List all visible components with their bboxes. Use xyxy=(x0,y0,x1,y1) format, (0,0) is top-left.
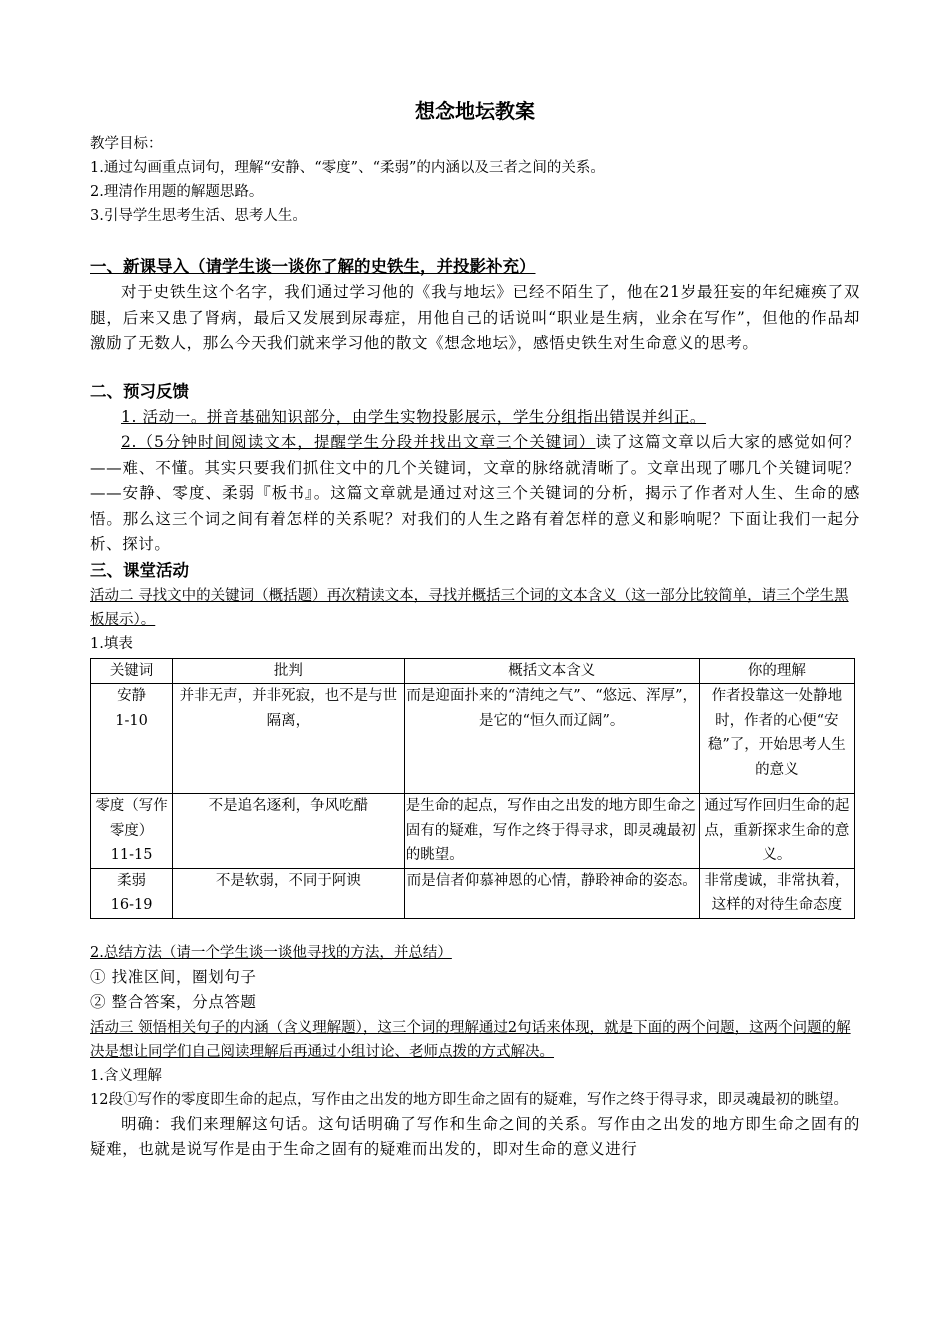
table-row xyxy=(91,794,855,869)
table-cell: 安静 1-10 xyxy=(91,684,173,794)
table-cell: 而是信者仰慕神恩的心情，静聆神命的姿态。 xyxy=(404,868,699,918)
activity-2-text: 活动二 寻找文中的关键词（概括题）再次精读文本，寻找并概括三个词的文本含义（这一部分比较简单，请三个学生黑板展示）。 xyxy=(90,587,849,628)
table-cell: 而是迎面扑来的“清纯之气”、“悠远、浑厚”，是它的“恒久而辽阔”。 xyxy=(404,684,699,794)
table-cell: 零度（写作零度） 11-15 xyxy=(91,794,173,869)
section-3-heading: 三、课堂活动 xyxy=(90,560,189,580)
table-cell: 柔弱 16-19 xyxy=(91,868,173,918)
summary-item: ② 整合答案，分点答题 xyxy=(90,993,257,1011)
table-cell: 是生命的起点，写作由之出发的地方即生命之固有的疑难，写作之终于得寻求，即灵魂最初的眺望。 xyxy=(404,794,699,869)
section-1-heading: 一、新课导入（请学生谈一谈你了解的史铁生，并投影补充） xyxy=(90,257,536,276)
table-row xyxy=(91,868,855,918)
section-2-item-2 xyxy=(90,430,860,558)
table-header-cell: 你的理解 xyxy=(699,658,854,684)
section-2-heading: 二、预习反馈 xyxy=(90,381,189,401)
table-cell: 作者投靠这一处静地时，作者的心便“安稳”了，开始思考人生的意义 xyxy=(699,684,854,794)
section-2-item-2-underlined: 2.（5分钟时间阅读文本，提醒学生分段并找出文章三个关键词） xyxy=(121,433,596,451)
table-header-cell: 批判 xyxy=(173,658,405,684)
table-cell: 非常虔诚，非常执着，这样的对待生命态度 xyxy=(699,868,854,918)
section-2-item-1-text: 1. 活动一。拼音基础知识部分，由学生实物投影展示，学生分组指出错误并纠正。 xyxy=(121,407,707,426)
summary-heading: 2.总结方法（请一个学生谈一谈他寻找的方法，并总结） xyxy=(90,944,452,961)
table-cell: 通过写作回归生命的起点，重新探求生命的意义。 xyxy=(699,794,854,869)
page-title: 想念地坛教案 xyxy=(415,99,535,123)
clarify-paragraph: 明确：我们来理解这句话。这句话明确了写作和生命之间的关系。写作由之出发的地方即生命之固有的疑难，也就是说写作是由于生命之固有的疑难而出发的，即对生命的意义进行 xyxy=(90,1114,860,1158)
objective-item: 1.通过勾画重点词句，理解“安静、“零度”、“柔弱”的内涵以及三者之间的关系。 xyxy=(90,160,605,176)
summary-item: ① 找准区间，圈划句子 xyxy=(90,967,257,986)
table-header-cell: 关键词 xyxy=(91,658,173,684)
table-cell: 不是软弱，不同于阿谀 xyxy=(173,868,405,918)
section-1-paragraph: 对于史铁生这个名字，我们通过学习他的《我与地坛》已经不陌生了，他在21岁最狂妄的年纪瘫痪了双腿，后来又患了肾病，最后又发展到尿毒症，用他自己的话说叫“职业是生病，业余在写作”，但他的作品却激励了无数人，那么今天我们就来学习他的散文《想念地坛》，感悟史铁生对生命意义的思考。 xyxy=(90,283,860,352)
section-2-item-1 xyxy=(90,405,860,431)
keywords-table xyxy=(90,658,855,919)
table-cell: 并非无声，并非死寂，也不是与世隔离， xyxy=(173,684,405,794)
activity-3-text: 活动三 领悟相关句子的内涵（含义理解题），这三个词的理解通过2句话来体现，就是下面的两个问题，这两个问题的解决是想让同学们自己阅读理解后再通过小组讨论、老师点拨的方式解决。 xyxy=(90,1019,851,1060)
document-body xyxy=(90,96,860,1163)
quote-paragraph: 12段①写作的零度即生命的起点，写作由之出发的地方即生命之固有的疑难，写作之终于得寻求，即灵魂最初的眺望。 xyxy=(90,1091,848,1108)
table-cell: 不是追名逐利，争风吃醋 xyxy=(173,794,405,869)
section-2-item-2-rest: 读了这篇文章以后大家的感觉如何？——难、不懂。其实只要我们抓住文中的几个关键词，文章的脉络就清晰了。文章出现了哪几个关键词呢？——安静、零度、柔弱『板书』。这篇文章就是通过对这三个关键词的分析，揭示了作者对人生、生命的感悟。那么这三个词之间有着怎样的关系呢？对我们的人生之路有着怎样的意义和影响呢？下面让我们一起分析、探讨。 xyxy=(90,433,860,553)
meaning-label: 1.含义理解 xyxy=(90,1067,162,1084)
table-header-row xyxy=(91,658,855,684)
table-header-cell: 概括文本含义 xyxy=(404,658,699,684)
table-row xyxy=(91,684,855,794)
objective-item: 3.引导学生思考生活、思考人生。 xyxy=(90,208,307,224)
objective-item: 2.理清作用题的解题思路。 xyxy=(90,184,264,200)
objectives-label: 教学目标： xyxy=(90,136,163,152)
table-label: 1.填表 xyxy=(90,635,133,652)
